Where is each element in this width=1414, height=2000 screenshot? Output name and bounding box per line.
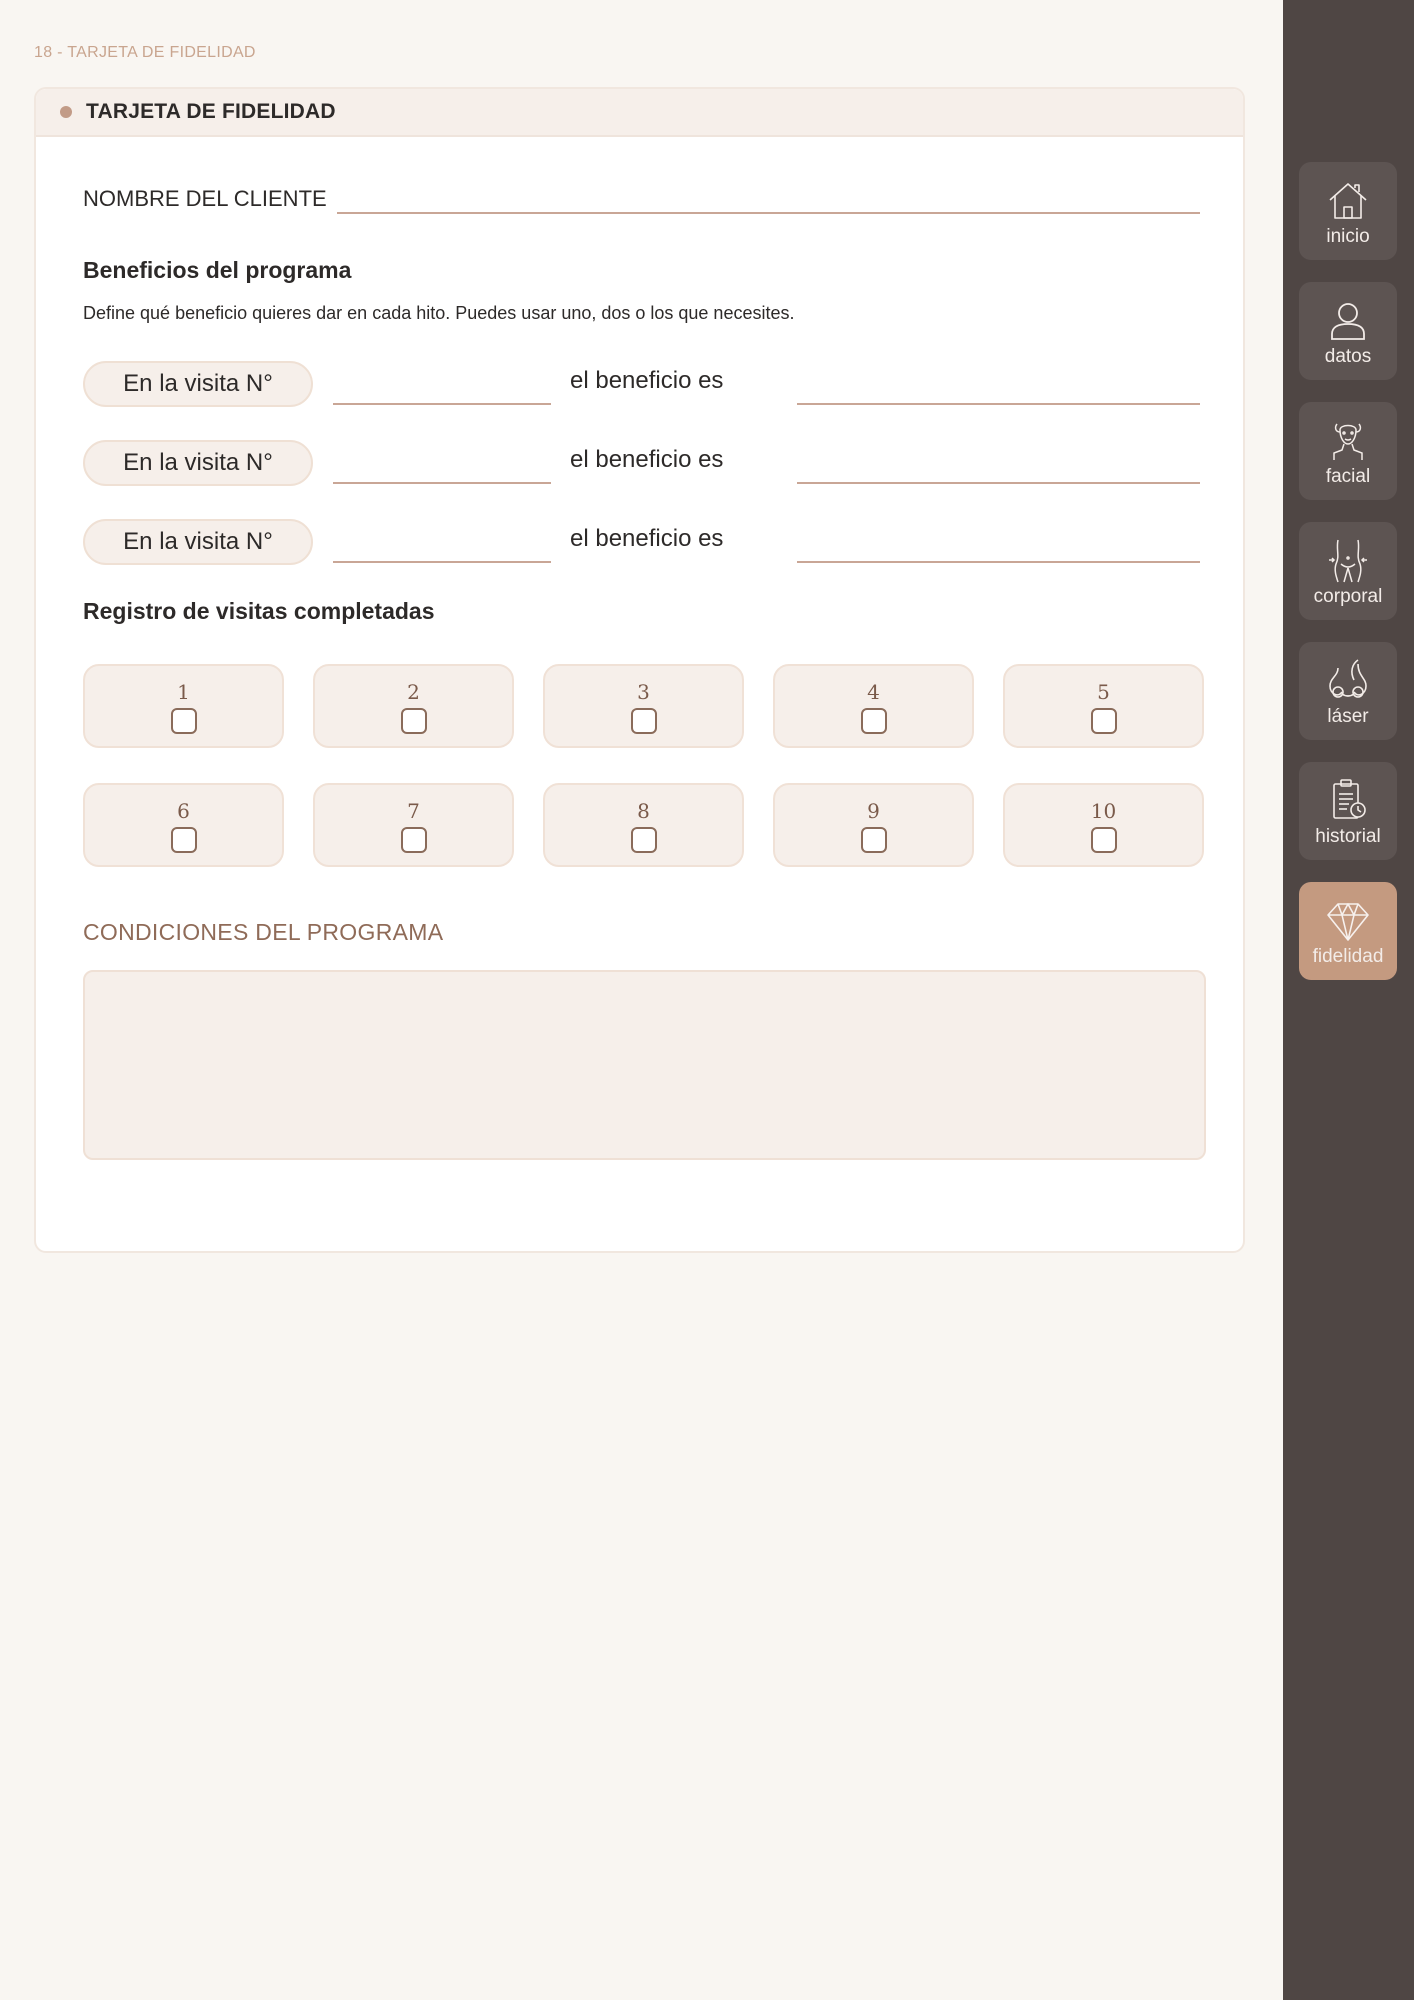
- visit-number-pill: En la visita N°: [83, 361, 313, 407]
- conditions-title: CONDICIONES DEL PROGRAMA: [83, 919, 444, 945]
- sidebar-item-label: inicio: [1326, 226, 1370, 247]
- face-icon: [1324, 416, 1372, 464]
- house-icon: [1324, 176, 1372, 224]
- benefit-label: el beneficio es: [570, 525, 724, 552]
- sidebar-item-inicio[interactable]: [1299, 162, 1397, 260]
- visit-checkbox[interactable]: [631, 827, 657, 853]
- visit-box: [83, 783, 284, 867]
- benefit-field[interactable]: [797, 371, 1200, 405]
- sidebar-item-datos[interactable]: [1299, 282, 1397, 380]
- visit-box: [773, 783, 974, 867]
- user-icon: [1324, 296, 1372, 344]
- sidebar-item-label: facial: [1325, 466, 1371, 487]
- sidebar: [1283, 0, 1414, 2000]
- visit-number: 8: [637, 799, 650, 823]
- visits-grid: [83, 664, 1200, 867]
- clipboard-clock-icon: [1324, 776, 1372, 824]
- body-icon: [1324, 536, 1372, 584]
- visit-number: 1: [177, 680, 190, 704]
- laser-icon: [1324, 656, 1372, 704]
- visit-number: 10: [1090, 799, 1117, 823]
- visit-checkbox[interactable]: [631, 708, 657, 734]
- sidebar-item-label: láser: [1327, 706, 1369, 727]
- page-label: 18 - TARJETA DE FIDELIDAD: [34, 44, 256, 61]
- visit-checkbox[interactable]: [171, 827, 197, 853]
- client-name-label: NOMBRE DEL CLIENTE: [83, 186, 327, 211]
- visit-box: [1003, 664, 1204, 748]
- benefit-label: el beneficio es: [570, 446, 724, 473]
- benefit-row: [83, 519, 1200, 565]
- visit-checkbox[interactable]: [171, 708, 197, 734]
- sidebar-item-corporal[interactable]: [1299, 522, 1397, 620]
- visit-box: [83, 664, 284, 748]
- sidebar-item-label: datos: [1324, 346, 1372, 367]
- sidebar-item-label: historial: [1315, 826, 1381, 847]
- sidebar-item-fidelidad[interactable]: [1299, 882, 1397, 980]
- visit-box: [313, 664, 514, 748]
- visit-number: 5: [1097, 680, 1110, 704]
- sidebar-item-historial[interactable]: [1299, 762, 1397, 860]
- visit-number: 3: [637, 680, 650, 704]
- visit-box: [1003, 783, 1204, 867]
- header-dot-icon: [60, 106, 72, 118]
- visit-number-pill: En la visita N°: [83, 519, 313, 565]
- sidebar-item-facial[interactable]: [1299, 402, 1397, 500]
- visit-box: [773, 664, 974, 748]
- visit-box: [543, 783, 744, 867]
- sidebar-item-label: corporal: [1313, 586, 1383, 607]
- visits-title: Registro de visitas completadas: [83, 598, 435, 624]
- benefits-title: Beneficios del programa: [83, 257, 352, 283]
- benefit-row: [83, 361, 1200, 407]
- card-title: TARJETA DE FIDELIDAD: [86, 100, 336, 123]
- visit-checkbox[interactable]: [401, 708, 427, 734]
- visit-number-field[interactable]: [333, 371, 551, 405]
- benefits-description: Define qué beneficio quieres dar en cada hito. Puedes usar uno, dos o los que necesites.: [83, 303, 795, 323]
- diamond-icon: [1324, 896, 1372, 944]
- benefit-row: [83, 440, 1200, 486]
- loyalty-card: [34, 87, 1245, 1253]
- card-header: [36, 89, 1243, 137]
- visit-number: 2: [407, 680, 420, 704]
- visit-checkbox[interactable]: [861, 708, 887, 734]
- sidebar-item-label: fidelidad: [1312, 946, 1384, 967]
- visit-number-pill: En la visita N°: [83, 440, 313, 486]
- visit-box: [313, 783, 514, 867]
- visit-box: [543, 664, 744, 748]
- visit-number: 6: [177, 799, 190, 823]
- visit-number-field[interactable]: [333, 450, 551, 484]
- visit-checkbox[interactable]: [861, 827, 887, 853]
- client-name-field[interactable]: [337, 184, 1200, 214]
- benefit-field[interactable]: [797, 529, 1200, 563]
- visit-number: 7: [407, 799, 420, 823]
- visit-number-field[interactable]: [333, 529, 551, 563]
- benefit-field[interactable]: [797, 450, 1200, 484]
- sidebar-item-laser[interactable]: [1299, 642, 1397, 740]
- visit-checkbox[interactable]: [1091, 827, 1117, 853]
- visit-checkbox[interactable]: [401, 827, 427, 853]
- client-name-row: [83, 184, 1200, 214]
- visit-number: 4: [867, 680, 880, 704]
- visit-checkbox[interactable]: [1091, 708, 1117, 734]
- benefit-label: el beneficio es: [570, 367, 724, 394]
- visit-number: 9: [867, 799, 880, 823]
- conditions-textarea[interactable]: [83, 970, 1206, 1160]
